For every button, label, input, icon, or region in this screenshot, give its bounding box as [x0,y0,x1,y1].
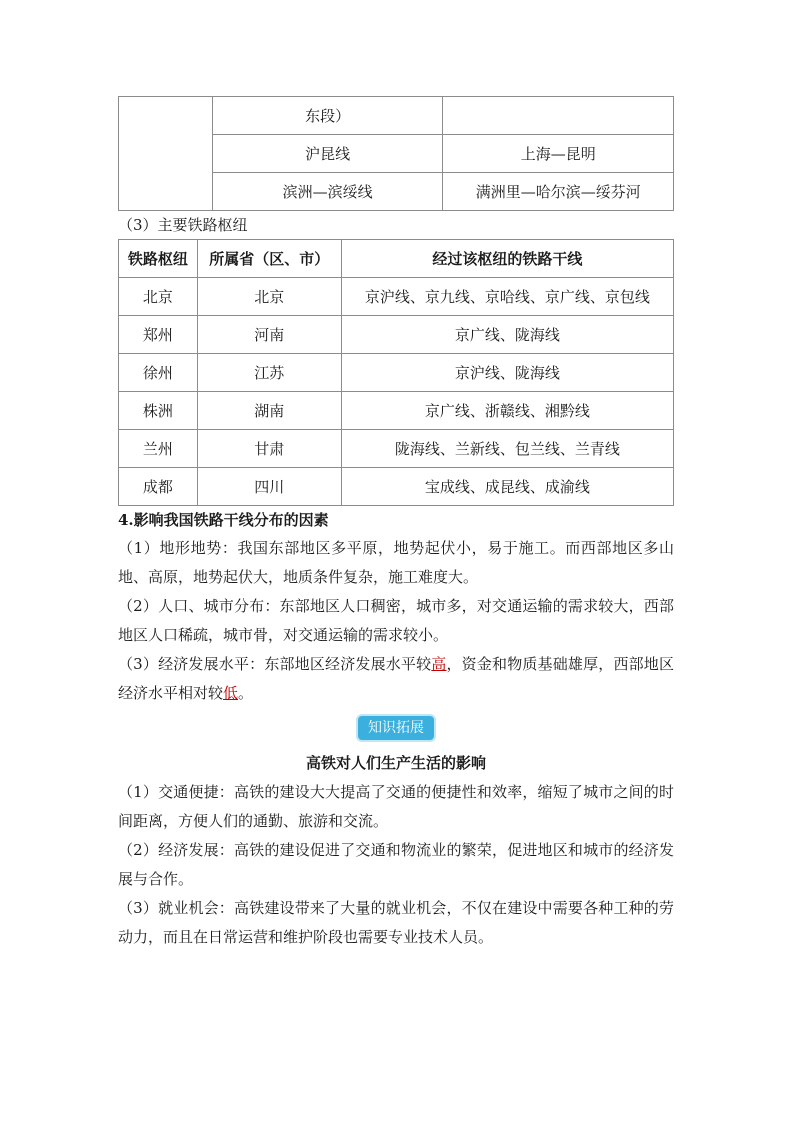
hub-province: 四川 [197,468,341,506]
text-segment: ，资金和物质基础雄厚，西部地区经济水平相对较 [118,655,674,702]
text-segment: （3）经济发展水平：东部地区经济发展水平较 [118,655,432,673]
column-header: 所属省（区、市） [197,240,341,278]
hub-lines: 京广线、浙赣线、湘黔线 [341,392,673,430]
factor-population: （2）人口、城市分布：东部地区人口稠密，城市多，对交通运输的需求较大，西部地区人口稀疏，城市骨，对交通运输的需求较小。 [118,597,674,644]
railway-hubs-table [118,239,674,506]
table-row [119,316,674,354]
hub-name: 徐州 [119,354,198,392]
hub-name: 株洲 [119,392,198,430]
hub-lines: 陇海线、兰新线、包兰线、兰青线 [341,430,673,468]
hub-name: 北京 [119,278,198,316]
hub-province: 甘肃 [197,430,341,468]
railway-lines-table [118,96,674,211]
hub-province: 北京 [197,278,341,316]
factors-heading: 4.影响我国铁路干线分布的因素 [118,511,329,529]
table-row [119,392,674,430]
hub-lines: 宝成线、成昆线、成渝线 [341,468,673,506]
column-header: 经过该枢纽的铁路干线 [341,240,673,278]
document-page [118,96,674,952]
table-cell [443,97,674,135]
table-cell: 东段） [212,97,443,135]
hub-province: 河南 [197,316,341,354]
table-cell-merged [119,97,213,211]
table-row [119,468,674,506]
hub-lines: 京沪线、京九线、京哈线、京广线、京包线 [341,278,673,316]
hub-name: 兰州 [119,430,198,468]
text-segment: 。 [238,684,254,702]
table-row [119,97,674,135]
highlight-high: 高 [431,655,447,673]
hub-province: 江苏 [197,354,341,392]
column-header: 铁路枢纽 [119,240,198,278]
table-row [119,430,674,468]
extension-badge-row [118,716,674,744]
table-row [119,278,674,316]
extension-economy: （2）经济发展：高铁的建设促进了交通和物流业的繁荣，促进地区和城市的经济发展与合作。 [118,841,674,888]
hub-province: 湖南 [197,392,341,430]
extension-title: 高铁对人们生产生活的影响 [305,754,486,772]
hub-lines: 京沪线、陇海线 [341,354,673,392]
factor-economy [118,650,674,708]
hubs-heading: （3）主要铁路枢纽 [118,216,248,234]
factor-terrain: （1）地形地势：我国东部地区多平原，地势起伏小，易于施工。而西部地区多山地、高原，地势起伏大，地质条件复杂，施工难度大。 [118,539,674,586]
table-cell: 满洲里—哈尔滨—绥芬河 [443,173,674,211]
hub-name: 郑州 [119,316,198,354]
table-cell: 滨洲—滨绥线 [212,173,443,211]
hub-lines: 京广线、陇海线 [341,316,673,354]
extension-badge: 知识拓展 [358,716,434,740]
hub-name: 成都 [119,468,198,506]
table-cell: 沪昆线 [212,135,443,173]
table-cell: 上海—昆明 [443,135,674,173]
table-row [119,354,674,392]
highlight-low: 低 [223,684,239,702]
table-header-row [119,240,674,278]
extension-transport: （1）交通便捷：高铁的建设大大提高了交通的便捷性和效率，缩短了城市之间的时间距离，方便人们的通勤、旅游和交流。 [118,783,674,830]
extension-employment: （3）就业机会：高铁建设带来了大量的就业机会，不仅在建设中需要各种工种的劳动力，而且在日常运营和维护阶段也需要专业技术人员。 [118,899,674,946]
